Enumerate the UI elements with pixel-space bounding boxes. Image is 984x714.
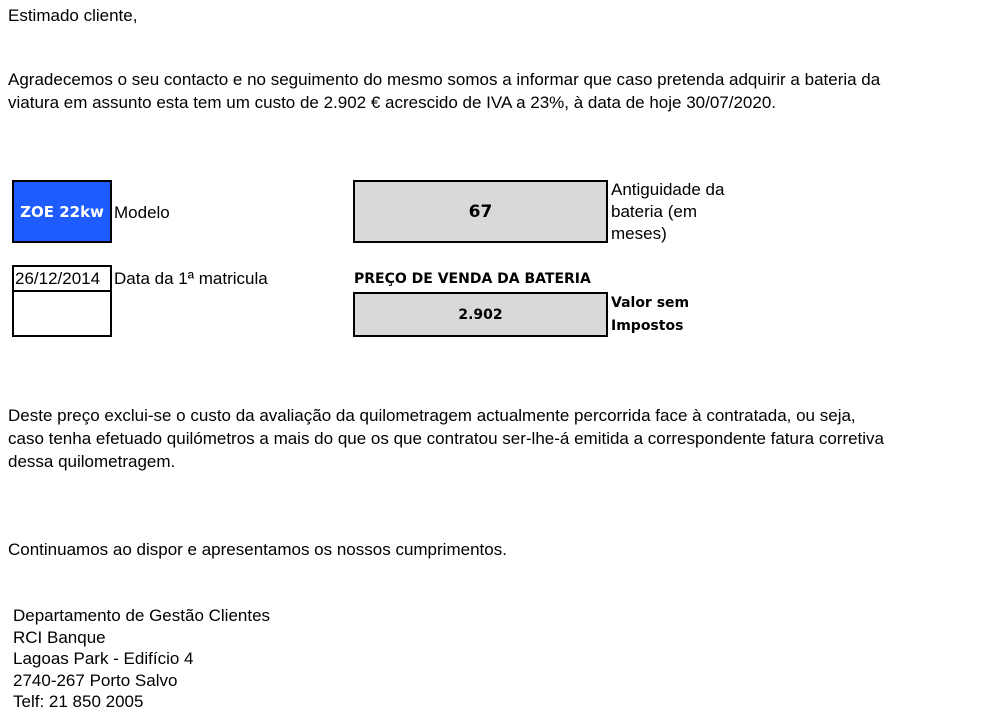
model-value: ZOE 22kw [20, 202, 104, 221]
battery-age-label-line-1: Antiguidade da [611, 180, 725, 199]
intro-line-1: Agradecemos o seu contacto e no seguimento do mesmo somos a informar que caso pretenda adquirir a bateria da [8, 70, 881, 89]
price-label [611, 292, 689, 338]
intro-line-2: viatura em assunto esta tem um custo de 2.902 € acrescido de IVA a 23%, à data de hoje 30/07/2020. [8, 93, 777, 112]
signature-line-4: 2740-267 Porto Salvo [13, 670, 178, 690]
price-box[interactable] [353, 292, 608, 337]
signature-line-3: Lagoas Park - Edifício 4 [13, 649, 194, 668]
price-label-line-1: Valor sem [611, 295, 690, 311]
price-value: 2.902 [458, 306, 503, 323]
model-value-box[interactable] [12, 180, 112, 243]
signature-block [13, 605, 270, 713]
registration-date-value: 26/12/2014 [15, 268, 101, 288]
closing: Continuamos ao dispor e apresentamos os nossos cumprimentos. [8, 540, 507, 559]
battery-age-value: 67 [468, 201, 493, 222]
signature-line-5: Telf: 21 850 2005 [13, 692, 144, 711]
price-heading: PREÇO DE VENDA DA BATERIA [354, 271, 591, 287]
battery-age-label-line-2: bateria (em [611, 202, 697, 221]
empty-field-box[interactable] [12, 290, 112, 337]
signature-line-2: RCI Banque [13, 627, 106, 647]
signature-line-1: Departamento de Gestão Clientes [13, 606, 271, 625]
model-label: Modelo [114, 203, 170, 222]
note-line-1: Deste preço exclui-se o custo da avaliação da quilometragem actualmente percorrida face à contratada, ou seja, [8, 406, 856, 425]
greeting: Estimado cliente, [8, 6, 138, 25]
battery-age-label [611, 179, 724, 245]
registration-date-box[interactable] [12, 265, 112, 292]
note-line-2: caso tenha efetuado quilómetros a mais do que os que contratou ser-lhe-á emitida a correspondente fatura corretiva [8, 429, 885, 448]
registration-date-label: Data da 1ª matricula [114, 269, 268, 288]
battery-age-box[interactable] [353, 180, 608, 243]
battery-age-label-line-3: meses) [611, 224, 667, 243]
price-label-line-2: Impostos [611, 318, 684, 334]
note-line-3: dessa quilometragem. [8, 452, 176, 471]
